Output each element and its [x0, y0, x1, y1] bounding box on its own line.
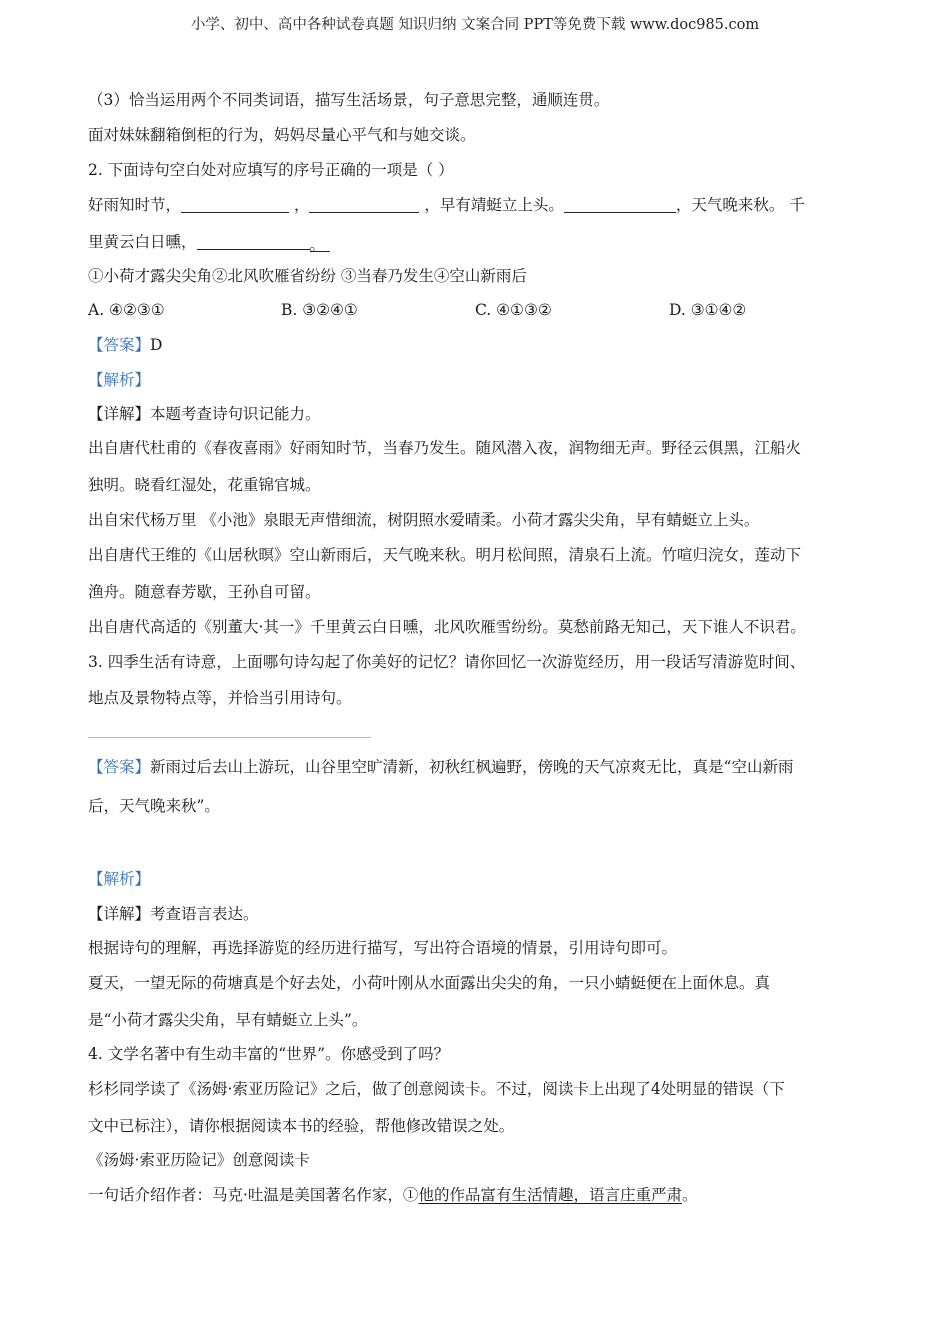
q2-poem-line-2 [88, 232, 330, 252]
q3-detail-1: 根据诗句的理解，再选择游览的经历进行描写，写出符合语境的情景，引用诗句即可。 [88, 939, 678, 957]
q2-stem: 2. 下面诗句空白处对应填写的序号正确的一项是（ ） [88, 161, 454, 179]
poem-end: 。 [310, 235, 330, 252]
option-c: C. ④①③② [475, 301, 552, 319]
poem-text: ，早有靖蜓立上头。 [424, 196, 564, 214]
q1-item3-answer: 面对妹妹翻箱倒柜的行为，妈妈尽量心平气和与她交谈。 [88, 126, 476, 144]
fill-blank [309, 196, 419, 213]
q4-para-a: 杉杉同学读了《汤姆·索亚历险记》之后，做了创意阅读卡。不过，阅读卡上出现了4处明显的错误（下 [88, 1080, 785, 1098]
q3-detail-2b: 是“小荷才露尖尖角，早有蜻蜓立上头”。 [88, 1011, 368, 1029]
detail-tag: 【详解】 [88, 405, 151, 423]
q2-analysis-tag: 【解析】 [88, 371, 151, 389]
q3-answer-b: 后，天气晚来秋”。 [88, 797, 220, 815]
q4-card-title: 《汤姆·索亚历险记》创意阅读卡 [88, 1151, 310, 1169]
q2-explain-1b: 独明。晓看红湿处，花重锦官城。 [88, 476, 321, 494]
option-b: B. ③②④① [281, 301, 358, 319]
q4-stem: 4. 文学名著中有生动丰富的“世界”。你感受到了吗？ [88, 1045, 450, 1063]
q3-analysis-tag: 【解析】 [88, 870, 151, 888]
q2-poem-line-1 [88, 195, 805, 215]
q3-answer-a [88, 757, 793, 777]
page-header: 小学、初中、高中各种试卷真题 知识归纳 文案合同 PPT等免费下载 www.doc985.com [190, 17, 760, 33]
q4-author-intro [88, 1185, 697, 1205]
q3-stem-b: 地点及景物特点等，并恰当引用诗句。 [88, 689, 352, 707]
q2-choices: ①小荷才露尖尖角②北风吹雁省纷纷 ③当春乃发生④空山新雨后 [88, 267, 527, 285]
intro-suffix: 。 [681, 1186, 698, 1204]
q3-detail-2a: 夏天，一望无际的荷塘真是个好去处，小荷叶刚从水面露出尖尖的角，一只小蜻蜓便在上面休息。真 [88, 974, 771, 992]
q2-explain-4: 出自唐代高适的《别董大·其一》千里黄云白日曛，北风吹雁雪纷纷。莫愁前路无知己，天下谁人不识君。 [88, 618, 806, 636]
answer-text: 新雨过后去山上游玩，山谷里空旷清新，初秋红枫遍野，傍晚的天气凉爽无比，真是“空山新雨 [150, 758, 794, 776]
q2-explain-3b: 渔舟。随意春芳歇，王孙自可留。 [88, 583, 321, 601]
answer-line [88, 737, 371, 738]
detail-text: 考查语言表达。 [150, 905, 259, 923]
fill-blank [564, 196, 676, 213]
poem-text: ，天气晚来秋。 千 [675, 196, 805, 214]
detail-tag: 【详解】 [88, 905, 151, 923]
q1-item3: （3）恰当运用两个不同类词语，描写生活场景，句子意思完整，通顺连贯。 [88, 91, 610, 109]
answer-tag: 【答案】 [88, 336, 151, 354]
q2-explain-3a: 出自唐代王维的《山居秋暝》空山新雨后，天气晚来秋。明月松间照，清泉石上流。竹喧归浣女，莲动下 [88, 546, 802, 564]
q3-stem-a: 3. 四季生活有诗意，上面哪句诗勾起了你美好的记忆？请你回忆一次游览经历，用一段话写清游览时间、 [88, 653, 806, 671]
poem-text: 里黄云白日曛， [88, 233, 197, 251]
q2-explain-2: 出自宋代杨万里 《小池》泉眼无声惜细流，树阴照水爱晴柔。小荷才露尖尖角，早有蜻蜓立上头。 [88, 511, 760, 529]
intro-prefix: 一句话介绍作者：马克·吐温是美国著名作家，① [88, 1186, 419, 1204]
q4-para-b: 文中已标注），请你根据阅读本书的经验，帮他修改错误之处。 [88, 1117, 515, 1135]
option-d: D. ③①④② [669, 301, 747, 319]
detail-text: 本题考查诗句识记能力。 [150, 405, 321, 423]
answer-value: D [150, 336, 163, 354]
fill-blank [181, 196, 289, 213]
option-a: A. ④②③① [88, 301, 165, 319]
q3-detail [88, 904, 259, 924]
q2-explain-1a: 出自唐代杜甫的《春夜喜雨》好雨知时节，当春乃发生。随风潜入夜，润物细无声。野径云俱黑，江船火 [88, 439, 802, 457]
poem-text: ， [293, 196, 310, 214]
q2-answer [88, 335, 162, 355]
poem-text: 好雨知时节， [88, 196, 182, 214]
q2-detail [88, 404, 321, 424]
answer-tag: 【答案】 [88, 758, 151, 776]
fill-blank [197, 233, 310, 250]
marked-error-1: 他的作品富有生活情趣，语言庄重严肃 [418, 1186, 682, 1204]
